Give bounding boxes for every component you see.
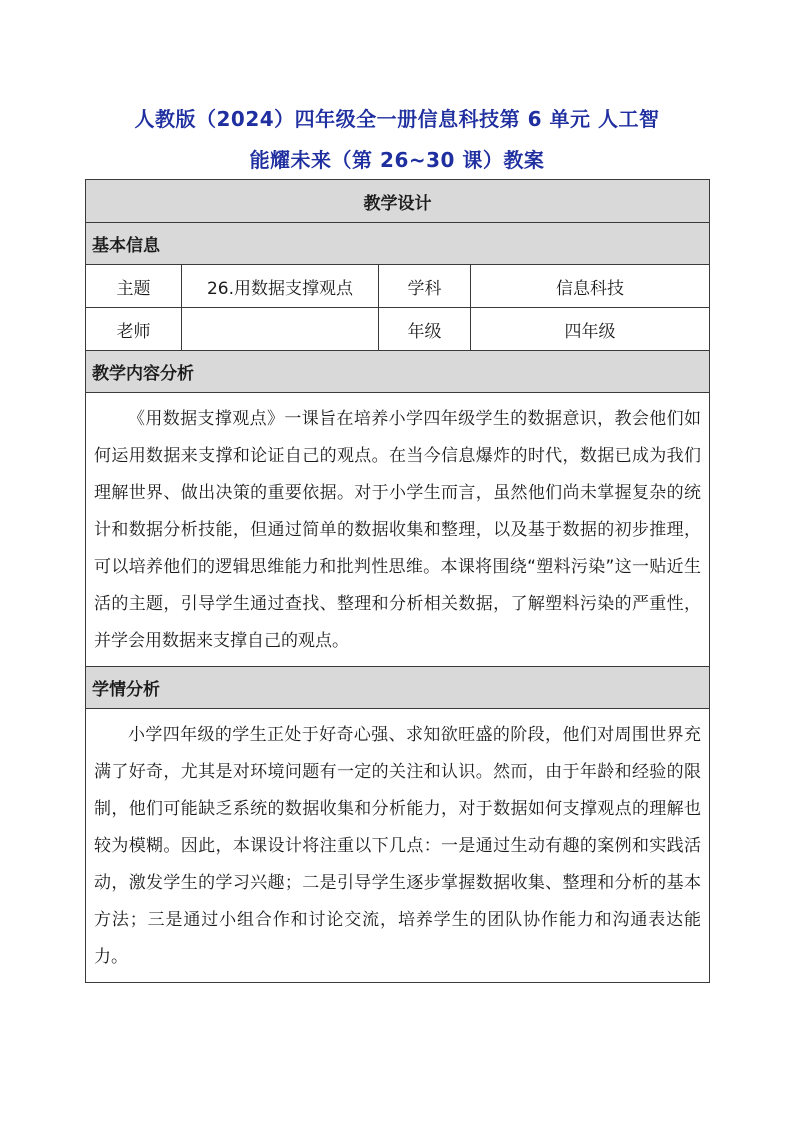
subject-value: 信息科技 — [471, 265, 710, 308]
document-title-line1: 人教版（2024）四年级全一册信息科技第 6 单元 人工智 — [134, 107, 660, 131]
grade-value: 四年级 — [471, 308, 710, 351]
subject-label: 学科 — [379, 265, 471, 308]
teacher-value — [182, 308, 379, 351]
topic-value: 26.用数据支撑观点 — [182, 265, 379, 308]
section-content-analysis: 教学内容分析 — [86, 351, 710, 393]
table-header: 教学设计 — [86, 180, 710, 223]
document-title-line2: 能耀未来（第 26~30 课）教案 — [249, 148, 545, 172]
content-analysis-text: 《用数据支撑观点》一课旨在培养小学四年级学生的数据意识，教会他们如何运用数据来支撑和论证自己的观点。在当今信息爆炸的时代，数据已成为我们理解世界、做出决策的重要依据。对于小学生而言，虽然他们尚未掌握复杂的统计和数据分析技能，但通过简单的数据收集和整理，以及基于数据的初步推理，可以培养他们的逻辑思维能力和批判性思维。本课将围绕“塑料污染”这一贴近生活的主题，引导学生通过查找、整理和分析相关数据，了解塑料污染的严重性，并学会用数据来支撑自己的观点。 — [86, 393, 710, 667]
grade-label: 年级 — [379, 308, 471, 351]
lesson-plan-table — [85, 179, 710, 983]
learner-analysis-text: 小学四年级的学生正处于好奇心强、求知欲旺盛的阶段，他们对周围世界充满了好奇，尤其是对环境问题有一定的关注和认识。然而，由于年龄和经验的限制，他们可能缺乏系统的数据收集和分析能力，对于数据如何支撑观点的理解也较为模糊。因此，本课设计将注重以下几点：一是通过生动有趣的案例和实践活动，激发学生的学习兴趣；二是引导学生逐步掌握数据收集、整理和分析的基本方法；三是通过小组合作和讨论交流，培养学生的团队协作能力和沟通表达能力。 — [86, 709, 710, 983]
section-basic-info: 基本信息 — [86, 223, 710, 265]
section-learner-analysis: 学情分析 — [86, 667, 710, 709]
topic-label: 主题 — [86, 265, 182, 308]
teacher-label: 老师 — [86, 308, 182, 351]
